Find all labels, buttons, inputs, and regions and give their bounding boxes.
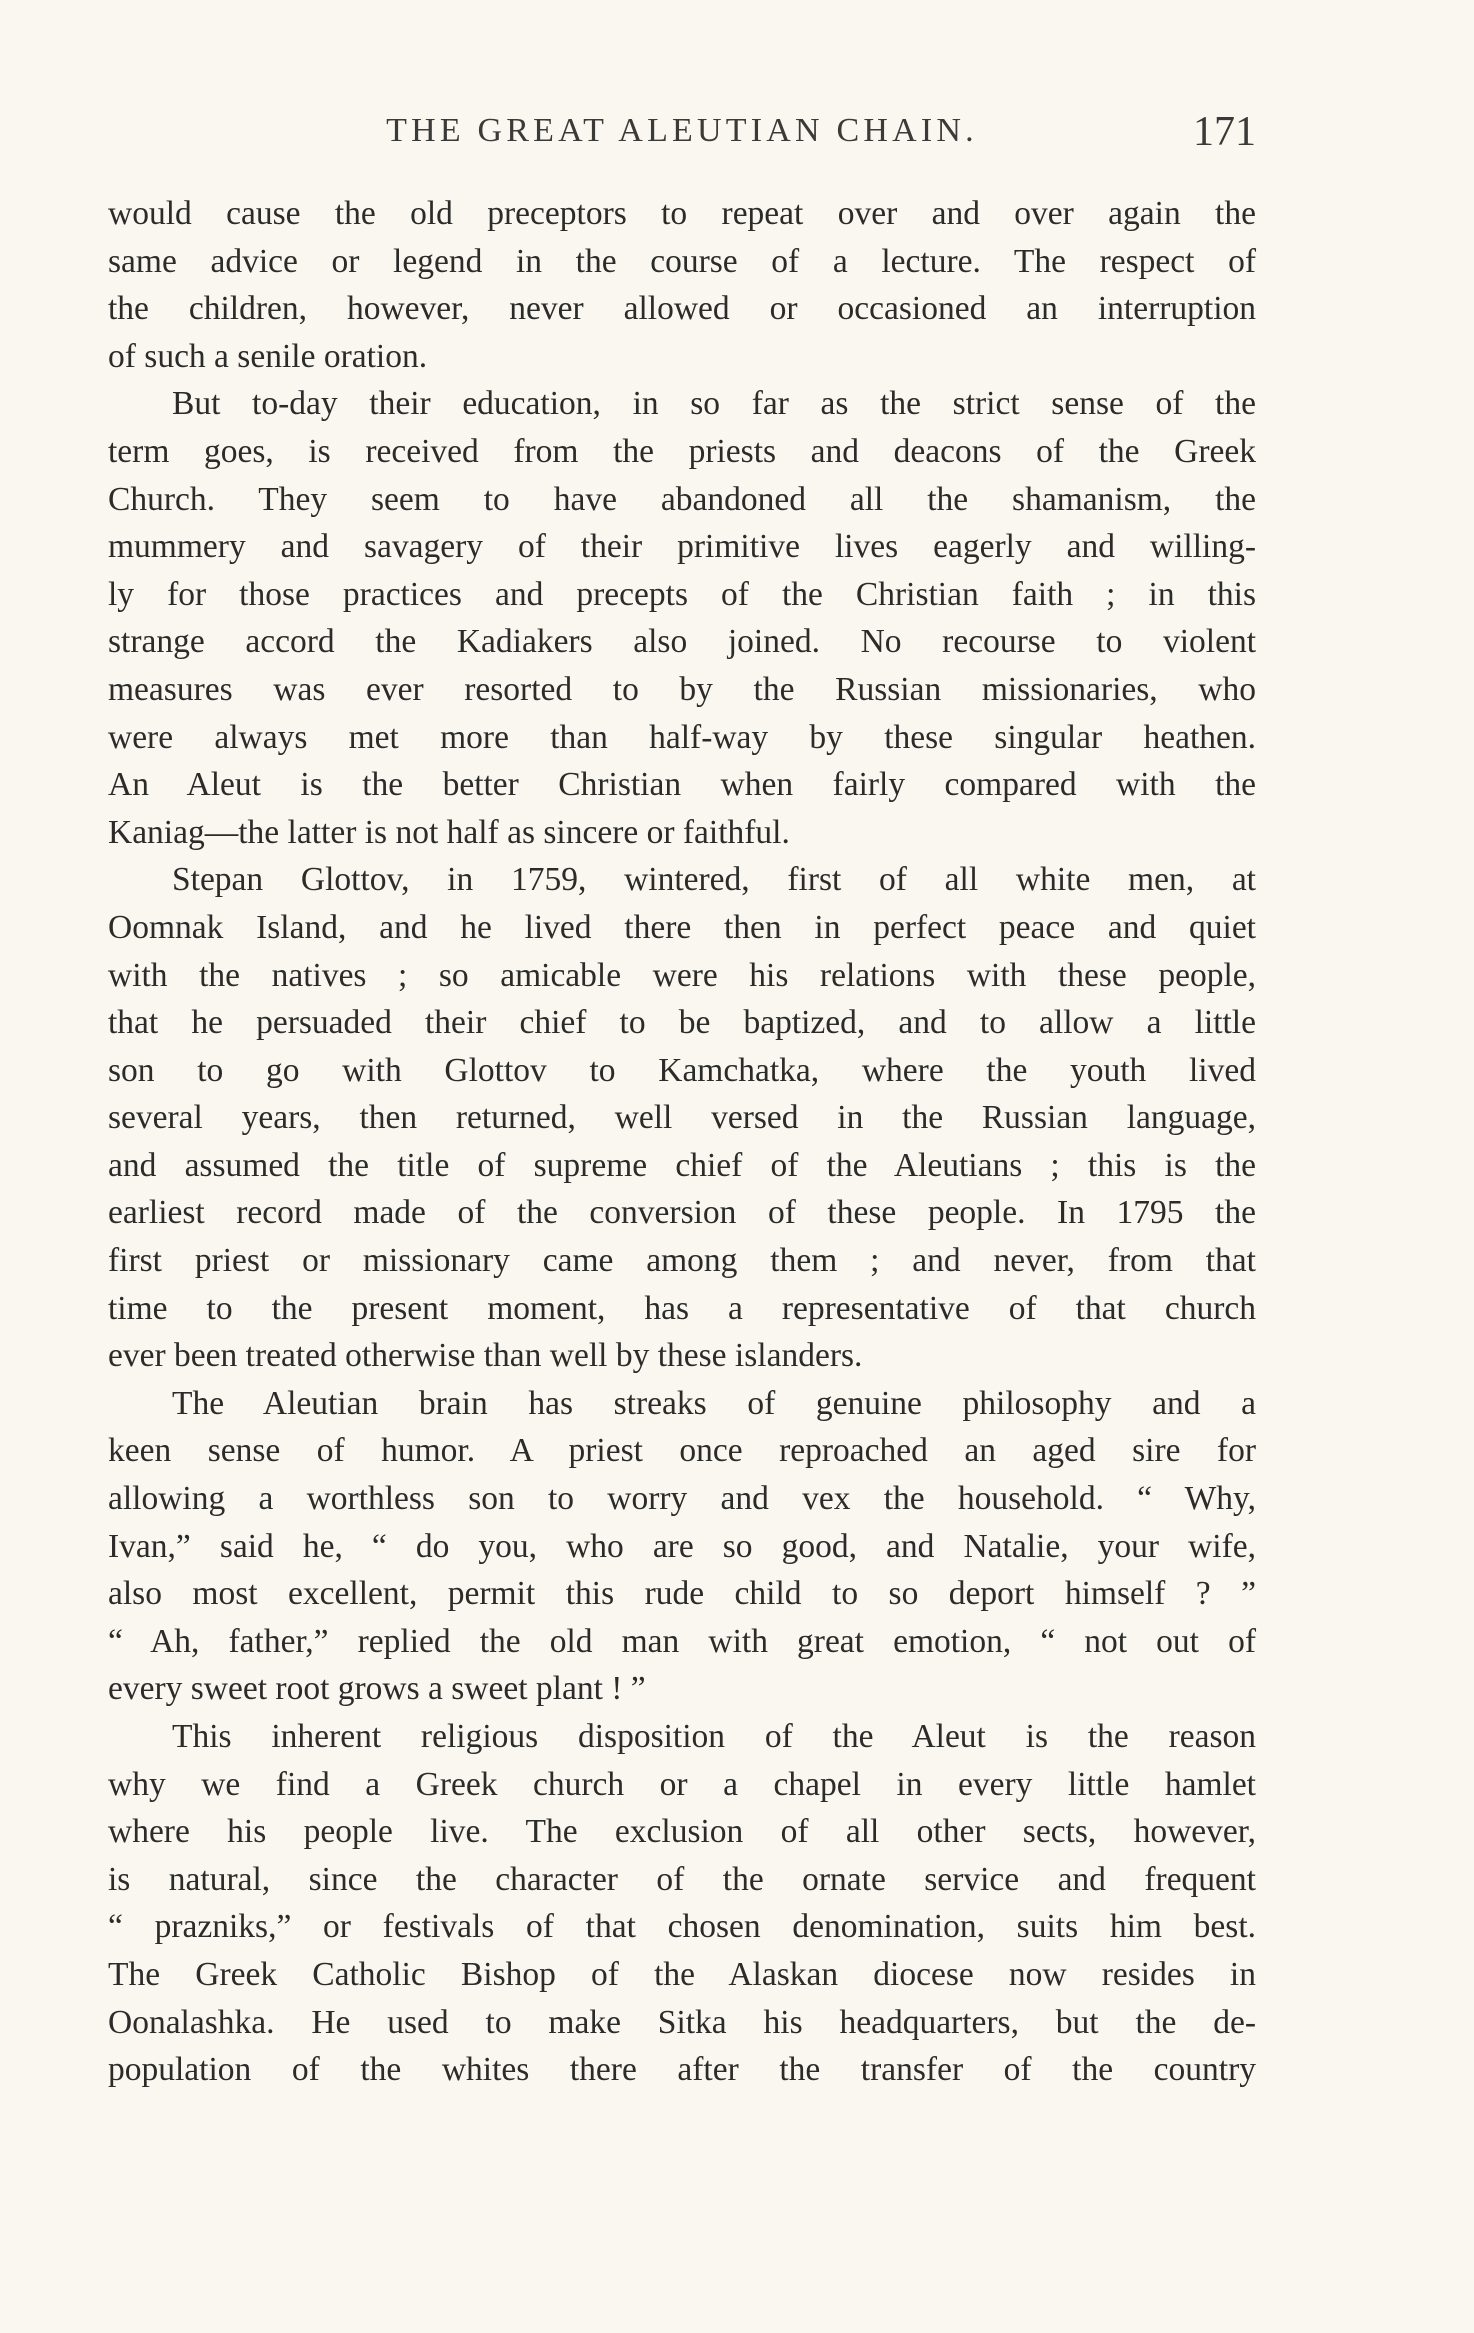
text-line: ever been treated otherwise than well by these islanders. [108, 1337, 863, 1375]
text-line: This inherent religious disposition of the Aleut is the reason [172, 1718, 1256, 1755]
text-line: and assumed the title of supreme chief of the Aleutians ; this is the [108, 1146, 1256, 1184]
text-line: several years, then returned, well versed in the Russian language, [108, 1099, 1256, 1137]
text-line: keen sense of humor. A priest once reproached an aged sire for [108, 1432, 1256, 1470]
text-line: is natural, since the character of the ornate service and frequent [108, 1860, 1256, 1898]
running-title: THE GREAT ALEUTIAN CHAIN. [386, 112, 978, 149]
text-line: the children, however, never allowed or occasioned an interruption [108, 290, 1256, 328]
text-line: Church. They seem to have abandoned all the shamanism, the [108, 480, 1256, 518]
text-line: “ prazniks,” or festivals of that chosen denomination, suits him best. [108, 1908, 1256, 1946]
page-number: 171 [1193, 109, 1256, 155]
text-line: strange accord the Kadiakers also joined. No recourse to violent [108, 623, 1256, 661]
body-text [108, 190, 1256, 2094]
text-line: where his people live. The exclusion of all other sects, however, [108, 1813, 1256, 1851]
text-line: of such a senile oration. [108, 337, 428, 375]
text-line: why we find a Greek church or a chapel in every little hamlet [108, 1765, 1256, 1803]
text-line: “ Ah, father,” replied the old man with great emotion, “ not out of [108, 1622, 1256, 1660]
running-head [108, 109, 1256, 172]
text-line: were always met more than half-way by these singular heathen. [108, 718, 1256, 756]
text-line: earliest record made of the conversion of these people. In 1795 the [108, 1194, 1256, 1232]
text-line: every sweet root grows a sweet plant ! ” [108, 1670, 646, 1708]
text-line: But to-day their education, in so far as the strict sense of the [172, 385, 1256, 423]
text-line: mummery and savagery of their primitive lives eagerly and willing- [108, 528, 1256, 566]
text-line: Oomnak Island, and he lived there then in perfect peace and quiet [108, 908, 1256, 946]
text-line: that he persuaded their chief to be baptized, and to allow a little [108, 1004, 1256, 1042]
text-line: same advice or legend in the course of a lecture. The respect of [108, 242, 1256, 280]
text-line: son to go with Glottov to Kamchatka, where the youth lived [108, 1051, 1256, 1089]
text-line: measures was ever resorted to by the Russian missionaries, who [108, 670, 1256, 708]
text-line: term goes, is received from the priests and deacons of the Greek [108, 432, 1256, 470]
text-line: The Aleutian brain has streaks of genuine philosophy and a [172, 1384, 1256, 1422]
text-line: Ivan,” said he, “ do you, who are so good, and Natalie, your wife, [108, 1527, 1256, 1565]
text-line: Oonalashka. He used to make Sitka his headquarters, but the de- [108, 2003, 1256, 2041]
text-line: population of the whites there after the transfer of the country [108, 2051, 1256, 2089]
text-line: An Aleut is the better Christian when fairly compared with the [108, 766, 1256, 804]
text-line: ly for those practices and precepts of the Christian faith ; in this [108, 575, 1256, 613]
text-line: time to the present moment, has a representative of that church [108, 1289, 1256, 1327]
text-line: first priest or missionary came among them ; and never, from that [108, 1242, 1256, 1280]
text-line: would cause the old preceptors to repeat over and over again the [108, 195, 1256, 232]
text-line: allowing a worthless son to worry and vex the household. “ Why, [108, 1480, 1256, 1518]
text-line: also most excellent, permit this rude child to so deport himself ? ” [108, 1575, 1256, 1613]
text-line: with the natives ; so amicable were his relations with these people, [108, 956, 1256, 994]
text-line: Stepan Glottov, in 1759, wintered, first of all white men, at [172, 861, 1256, 899]
text-line: The Greek Catholic Bishop of the Alaskan diocese now resides in [108, 1955, 1256, 1993]
text-line: Kaniag—the latter is not half as sincere or faithful. [108, 813, 790, 851]
